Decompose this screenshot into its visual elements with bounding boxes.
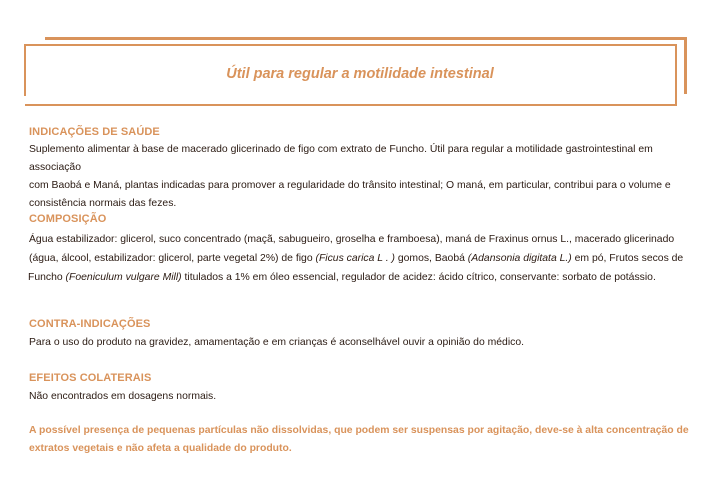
composicao-line-2 <box>29 249 699 268</box>
heading-indicacoes: INDICAÇÕES DE SAÚDE <box>29 126 160 138</box>
heading-efeitos-colaterais: EFEITOS COLATERAIS <box>29 372 152 384</box>
indicacoes-line-1: Suplemento alimentar à base de macerado glicerinado de figo com extrato de Funcho. Útil para regular a motilidade gastrointestinal em associação <box>29 144 653 173</box>
composicao-line-2-e: em pó, Frutos secos de <box>571 253 684 264</box>
heading-contra-indicacoes: CONTRA-INDICAÇÕES <box>29 318 151 330</box>
composicao-line-2-a: (água, álcool, estabilizador: glicerol, parte vegetal 2%) de figo <box>29 253 316 264</box>
particles-note-line-2: extratos vegetais e não afeta a qualidade do produto. <box>29 443 292 454</box>
heading-composicao: COMPOSIÇÃO <box>29 213 107 225</box>
indicacoes-line-3: consistência normais das fezes. <box>29 198 177 209</box>
page-title: Útil para regular a motilidade intestinal <box>226 66 494 82</box>
composicao-line-3-c: titulados a 1% em óleo essencial, regulador de acidez: ácido cítrico, conservante: sorbato de potássio. <box>181 272 656 283</box>
latin-name-foeniculum: (Foeniculum vulgare Mill) <box>65 272 182 283</box>
frame-bottom-line <box>25 104 677 106</box>
particles-note-line-1: A possível presença de pequenas partículas não dissolvidas, que podem ser suspensas por agitação, deve-se à alta concentração de <box>29 425 689 436</box>
indicacoes-text <box>29 141 699 213</box>
efeitos-colaterais-text: Não encontrados em dosagens normais. <box>29 391 217 402</box>
composicao-line-1: Água estabilizador: glicerol, suco concentrado (maçã, sabugueiro, groselha e framboesa), maná de Fraxinus ornus L., macerado glicerinado <box>29 234 675 245</box>
composicao-line-3 <box>28 268 699 287</box>
composicao-text <box>29 230 699 287</box>
composicao-line-3-a: Funcho <box>28 272 66 283</box>
frame-top-inner-line <box>25 44 675 46</box>
particles-note <box>29 422 699 458</box>
indicacoes-line-2: com Baobá e Maná, plantas indicadas para promover a regularidade do trânsito intestinal; O maná, em particular, contribui para o volume e <box>29 180 671 191</box>
contra-indicacoes-text: Para o uso do produto na gravidez, amamentação e em crianças é aconselhável ouvir a opinião do médico. <box>29 337 525 348</box>
frame-top-line <box>45 37 687 40</box>
latin-name-ficus: (Ficus carica L . ) <box>315 253 395 264</box>
composicao-line-2-c: gomos, Baobá <box>394 253 468 264</box>
latin-name-adansonia: (Adansonia digitata L.) <box>467 253 572 264</box>
